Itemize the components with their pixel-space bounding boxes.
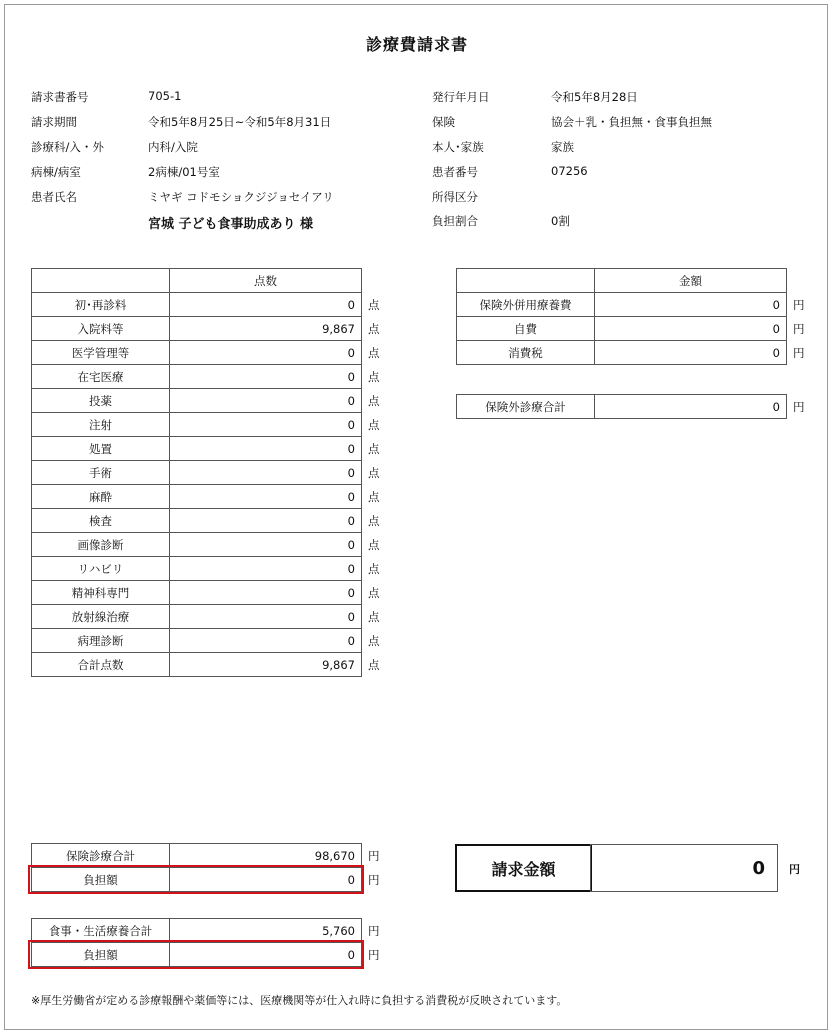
- department-value: 内科/入院: [148, 140, 198, 154]
- points-row-label: 処置: [32, 437, 170, 461]
- points-row-value: 0: [170, 533, 362, 557]
- insurance-label: 保険: [432, 115, 455, 129]
- meal-copay-value: 0: [170, 943, 362, 967]
- points-row: [32, 461, 392, 485]
- points-row-value: 0: [170, 389, 362, 413]
- points-table: [31, 268, 392, 677]
- points-unit: 点: [368, 489, 380, 504]
- points-unit: 点: [368, 537, 380, 552]
- yen-unit: 円: [368, 872, 380, 887]
- amount-header-blank: [457, 269, 595, 293]
- points-unit: 点: [368, 297, 380, 312]
- points-row-label: 初･再診料: [32, 293, 170, 317]
- points-row-label: 画像診断: [32, 533, 170, 557]
- points-row-label: 病理診断: [32, 629, 170, 653]
- amount-row: [457, 317, 817, 341]
- yen-unit: 円: [793, 321, 805, 336]
- points-row: [32, 341, 392, 365]
- insurance-copay-highlight: [28, 865, 364, 894]
- points-row: [32, 365, 392, 389]
- points-unit: 点: [368, 321, 380, 336]
- meal-copay-label: 負担額: [32, 943, 170, 967]
- points-total-label: 合計点数: [32, 653, 170, 677]
- yen-unit: 円: [793, 399, 805, 414]
- points-row-value: 0: [170, 509, 362, 533]
- billing-period-label: 請求期間: [31, 115, 77, 129]
- points-row-label: 入院料等: [32, 317, 170, 341]
- points-row-label: 手術: [32, 461, 170, 485]
- points-unit: 点: [368, 345, 380, 360]
- points-unit: 点: [368, 441, 380, 456]
- billing-period-value: 令和5年8月25日~令和5年8月31日: [148, 115, 332, 129]
- invoice-number-value: 705-1: [148, 89, 182, 103]
- copay-ratio-label: 負担割合: [432, 214, 478, 228]
- points-row-label: 医学管理等: [32, 341, 170, 365]
- amount-row-value: 0: [595, 293, 787, 317]
- patient-number-value: 07256: [551, 164, 588, 178]
- patient-name: 宮城 子ども食事助成あり 様: [148, 217, 314, 232]
- points-unit: 点: [368, 465, 380, 480]
- amount-row-value: 0: [595, 341, 787, 365]
- insurance-total-value: 98,670: [170, 844, 362, 868]
- points-row-label: リハビリ: [32, 557, 170, 581]
- points-row-label: 放射線治療: [32, 605, 170, 629]
- amount-row-value: 0: [595, 317, 787, 341]
- non-insurance-total-table: [456, 394, 817, 419]
- amount-row: [457, 293, 817, 317]
- points-header-row: [32, 269, 392, 293]
- patient-name-label: 患者氏名: [31, 190, 77, 204]
- meal-total-label: 食事・生活療養合計: [32, 919, 170, 943]
- footnote: ※厚生労働省が定める診療報酬や薬価等には、医療機関等が仕入れ時に負担する消費税が反映されています。: [31, 994, 568, 1007]
- points-header-blank: [32, 269, 170, 293]
- yen-unit: 円: [368, 848, 380, 863]
- points-row: [32, 533, 392, 557]
- points-header: 点数: [170, 269, 362, 293]
- department-label: 診療科/入・外: [31, 140, 104, 154]
- points-unit: 点: [368, 561, 380, 576]
- points-total-value: 9,867: [170, 653, 362, 677]
- points-row-value: 0: [170, 557, 362, 581]
- points-unit: 点: [368, 657, 380, 672]
- ward-room-label: 病棟/病室: [31, 165, 81, 179]
- insurance-total-row: [32, 844, 392, 868]
- points-row-label: 精神科専門: [32, 581, 170, 605]
- yen-unit: 円: [368, 923, 380, 938]
- invoice-number-label: 請求書番号: [31, 90, 89, 104]
- points-row-value: 0: [170, 293, 362, 317]
- insurance-copay-value: 0: [170, 868, 362, 892]
- points-row-value: 9,867: [170, 317, 362, 341]
- points-row-value: 0: [170, 485, 362, 509]
- points-row: [32, 509, 392, 533]
- amount-header: 金額: [595, 269, 787, 293]
- points-row-label: 麻酔: [32, 485, 170, 509]
- points-total-row: [32, 653, 392, 677]
- non-insurance-total-value: 0: [595, 395, 787, 419]
- amount-header-row: [457, 269, 817, 293]
- points-row: [32, 317, 392, 341]
- billing-amount-box: [455, 844, 811, 892]
- insured-relation-value: 家族: [551, 140, 574, 154]
- amount-row: [457, 341, 817, 365]
- points-row: [32, 293, 392, 317]
- meal-total-value: 5,760: [170, 919, 362, 943]
- amount-row-label: 消費税: [457, 341, 595, 365]
- ward-room-value: 2病棟/01号室: [148, 165, 220, 179]
- points-row-value: 0: [170, 437, 362, 461]
- points-row-label: 検査: [32, 509, 170, 533]
- points-unit: 点: [368, 369, 380, 384]
- points-unit: 点: [368, 417, 380, 432]
- yen-unit: 円: [793, 345, 805, 360]
- billing-amount-value: 0: [590, 844, 778, 892]
- insurance-copay-label: 負担額: [32, 868, 170, 892]
- amount-row-label: 保険外併用療養費: [457, 293, 595, 317]
- points-row: [32, 605, 392, 629]
- points-row: [32, 629, 392, 653]
- copay-ratio-value: 0割: [551, 214, 570, 228]
- yen-unit: 円: [793, 297, 805, 312]
- billing-amount-unit: 円: [789, 863, 800, 876]
- points-row-value: 0: [170, 605, 362, 629]
- amount-row-label: 自費: [457, 317, 595, 341]
- issue-date-value: 令和5年8月28日: [551, 90, 638, 104]
- points-unit: 点: [368, 585, 380, 600]
- yen-unit: 円: [368, 947, 380, 962]
- amount-table: [456, 268, 817, 365]
- insurance-value: 協会＋乳・負担無・食事負担無: [551, 115, 712, 129]
- points-row-value: 0: [170, 629, 362, 653]
- points-row-value: 0: [170, 341, 362, 365]
- points-row-label: 注射: [32, 413, 170, 437]
- patient-number-label: 患者番号: [432, 165, 478, 179]
- points-row-value: 0: [170, 581, 362, 605]
- insured-relation-label: 本人･家族: [432, 140, 484, 154]
- insurance-total-label: 保険診療合計: [32, 844, 170, 868]
- points-unit: 点: [368, 633, 380, 648]
- points-row: [32, 485, 392, 509]
- points-row: [32, 581, 392, 605]
- issue-date-label: 発行年月日: [432, 90, 490, 104]
- points-row-value: 0: [170, 461, 362, 485]
- patient-kana-value: ミヤギ コドモショクジジョセイアリ: [148, 190, 334, 204]
- points-row: [32, 437, 392, 461]
- points-row: [32, 413, 392, 437]
- non-insurance-total-row: [457, 395, 817, 419]
- points-row: [32, 557, 392, 581]
- points-row: [32, 389, 392, 413]
- points-unit: 点: [368, 609, 380, 624]
- income-category-label: 所得区分: [432, 190, 478, 204]
- non-insurance-total-label: 保険外診療合計: [457, 395, 595, 419]
- billing-amount-label: 請求金額: [455, 844, 592, 892]
- meal-copay-highlight: [28, 940, 364, 969]
- points-row-value: 0: [170, 413, 362, 437]
- page-title: 診療費請求書: [365, 35, 468, 54]
- points-unit: 点: [368, 393, 380, 408]
- points-unit: 点: [368, 513, 380, 528]
- meal-total-row: [32, 919, 392, 943]
- points-row-label: 在宅医療: [32, 365, 170, 389]
- points-row-value: 0: [170, 365, 362, 389]
- points-row-label: 投薬: [32, 389, 170, 413]
